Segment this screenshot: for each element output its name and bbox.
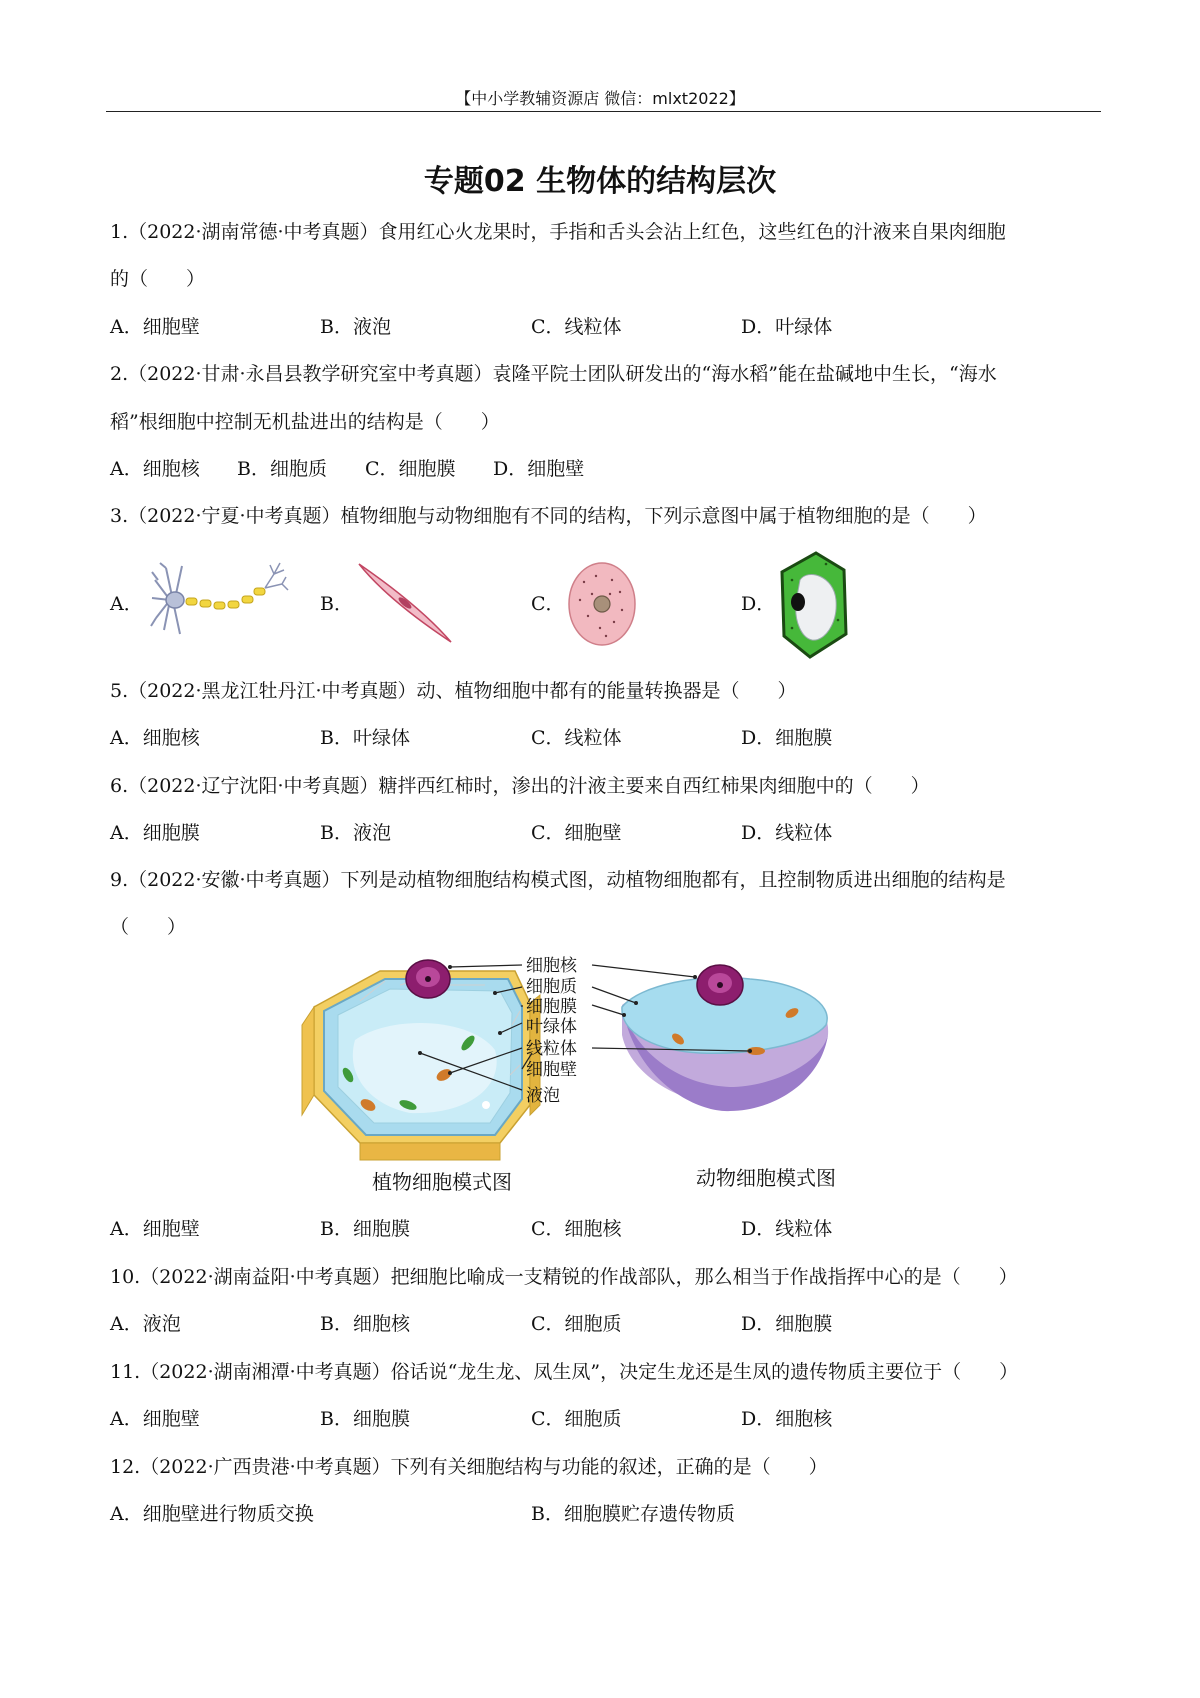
label-vacuole: 液泡 (526, 1086, 560, 1106)
page-title: 专题02 生物体的结构层次 (423, 164, 777, 199)
question-3-option-c: C． (531, 593, 565, 615)
cell-model-diagram (300, 955, 910, 1195)
question-10-line-1: 10.（2022·湖南益阳·中考真题）把细胞比喻成一支精锐的作战部队，那么相当于作战指挥中心的是（ ） (110, 1266, 1018, 1288)
label-cell-membrane: 细胞膜 (526, 997, 577, 1017)
question-9-line-2: （ ） (110, 916, 187, 938)
question-9-option-a: A．细胞壁 (110, 1218, 200, 1240)
question-9-option-d: D．线粒体 (741, 1218, 833, 1240)
question-2-option-a: A．细胞核 (110, 458, 200, 480)
question-9-option-b: B．细胞膜 (320, 1218, 410, 1240)
page-header: 【中小学教辅资源店 微信：mlxt2022】 (455, 89, 745, 108)
question-6-option-b: B．液泡 (320, 822, 391, 844)
question-3-option-a: A． (110, 593, 143, 615)
question-1-option-d: D．叶绿体 (741, 316, 833, 338)
neuron-cell-image (150, 560, 290, 640)
plant-cell-image (778, 550, 850, 660)
question-10-option-a: A．液泡 (110, 1313, 181, 1335)
question-11-option-a: A．细胞壁 (110, 1408, 200, 1430)
question-5-option-b: B．叶绿体 (320, 727, 410, 749)
question-2-line-2: 稻”根细胞中控制无机盐进出的结构是（ ） (110, 411, 500, 433)
question-5-line-1: 5.（2022·黑龙江牡丹江·中考真题）动、植物细胞中都有的能量转换器是（ ） (110, 680, 797, 702)
animal-cell-image (566, 560, 638, 648)
question-1-line-2: 的（ ） (110, 268, 206, 290)
question-5-option-c: C．线粒体 (531, 727, 622, 749)
plant-cell-model (302, 960, 540, 1160)
question-11-line-1: 11.（2022·湖南湘潭·中考真题）俗话说“龙生龙、凤生凤”，决定生龙还是生凤的遗传物质主要位于（ ） (110, 1361, 1019, 1383)
question-6-line-1: 6.（2022·辽宁沈阳·中考真题）糖拌西红柿时，渗出的汁液主要来自西红柿果肉细胞中的（ ） (110, 775, 930, 797)
question-2-option-b: B．细胞质 (237, 458, 327, 480)
question-1-line-1: 1.（2022·湖南常德·中考真题）食用红心火龙果时，手指和舌头会沾上红色，这些红色的汁液来自果肉细胞 (110, 221, 1006, 243)
animal-cell-model (622, 965, 828, 1111)
question-10-option-b: B．细胞核 (320, 1313, 410, 1335)
question-11-option-c: C．细胞质 (531, 1408, 622, 1430)
question-6-option-c: C．细胞壁 (531, 822, 622, 844)
label-mitochondrion: 线粒体 (526, 1039, 577, 1059)
question-9-line-1: 9.（2022·安徽·中考真题）下列是动植物细胞结构模式图，动植物细胞都有，且控制物质进出细胞的结构是 (110, 869, 1006, 891)
question-1-option-b: B．液泡 (320, 316, 391, 338)
question-1-option-c: C．线粒体 (531, 316, 622, 338)
label-chloroplast: 叶绿体 (526, 1017, 577, 1037)
question-12-line-1: 12.（2022·广西贵港·中考真题）下列有关细胞结构与功能的叙述，正确的是（ ） (110, 1456, 828, 1478)
muscle-cell-image (355, 560, 455, 645)
header-rule (106, 111, 1101, 112)
question-3-option-b: B． (320, 593, 353, 615)
plant-cell-caption: 植物细胞模式图 (372, 1170, 512, 1194)
question-9-option-c: C．细胞核 (531, 1218, 622, 1240)
label-nucleus: 细胞核 (526, 956, 577, 976)
question-1-option-a: A．细胞壁 (110, 316, 200, 338)
question-2-option-d: D．细胞壁 (493, 458, 585, 480)
question-5-option-d: D．细胞膜 (741, 727, 833, 749)
question-10-option-d: D．细胞膜 (741, 1313, 833, 1335)
question-2-option-c: C．细胞膜 (365, 458, 456, 480)
animal-cell-caption: 动物细胞模式图 (696, 1166, 836, 1190)
question-2-line-1: 2.（2022·甘肃·永昌县教学研究室中考真题）袁隆平院士团队研发出的“海水稻”能在盐碱地中生长，“海水 (110, 363, 997, 385)
question-11-option-d: D．细胞核 (741, 1408, 833, 1430)
question-11-option-b: B．细胞膜 (320, 1408, 410, 1430)
question-6-option-a: A．细胞膜 (110, 822, 200, 844)
question-3-line-1: 3.（2022·宁夏·中考真题）植物细胞与动物细胞有不同的结构，下列示意图中属于植物细胞的是（ ） (110, 505, 987, 527)
question-5-option-a: A．细胞核 (110, 727, 200, 749)
question-10-option-c: C．细胞质 (531, 1313, 622, 1335)
question-3-option-d: D． (741, 593, 776, 615)
question-12-option-b: B．细胞膜贮存遗传物质 (531, 1503, 735, 1525)
label-cell-wall: 细胞壁 (526, 1060, 577, 1080)
question-6-option-d: D．线粒体 (741, 822, 833, 844)
label-cytoplasm: 细胞质 (526, 977, 577, 997)
question-12-option-a: A．细胞壁进行物质交换 (110, 1503, 314, 1525)
